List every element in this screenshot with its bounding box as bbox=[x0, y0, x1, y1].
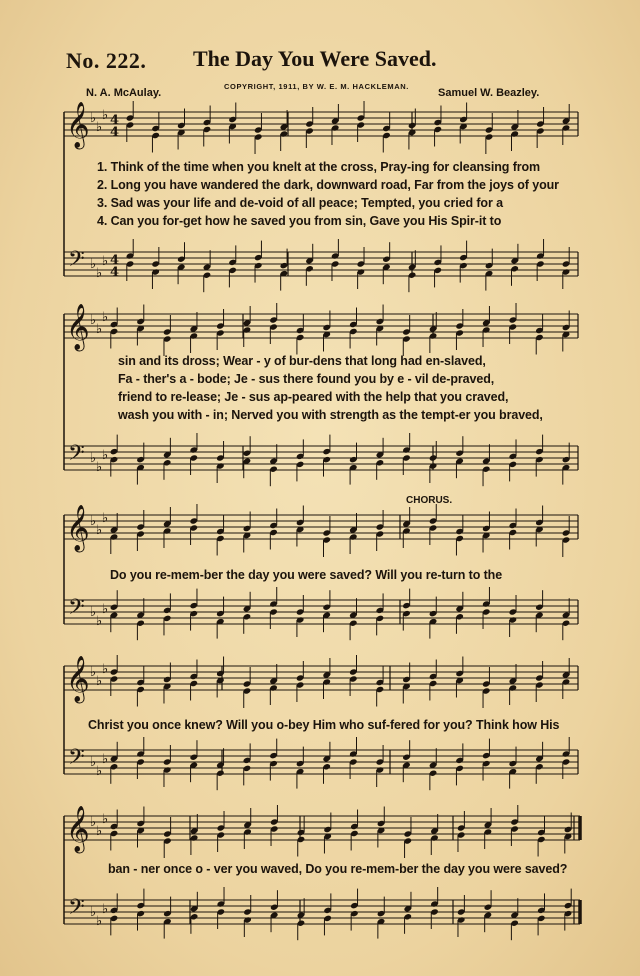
treble-clef: 𝄞 bbox=[66, 505, 90, 551]
flat-sign: ♭ bbox=[102, 662, 109, 677]
flat-sign: ♭ bbox=[102, 812, 109, 827]
flat-sign: ♭ bbox=[90, 257, 97, 272]
treble-clef: 𝄞 bbox=[66, 304, 90, 350]
flat-sign: ♭ bbox=[96, 914, 103, 929]
flat-sign: ♭ bbox=[96, 764, 103, 779]
chorus-label: CHORUS. bbox=[406, 495, 453, 506]
flat-sign: ♭ bbox=[102, 602, 109, 617]
verse-3-line-1: 3. Sad was your life and de-void of all peace; Tempted, you cried for a bbox=[97, 196, 503, 210]
bass-clef: 𝄢 bbox=[68, 745, 85, 775]
composer-credit: Samuel W. Beazley. bbox=[438, 87, 540, 99]
flat-sign: ♭ bbox=[90, 313, 97, 328]
flat-sign: ♭ bbox=[96, 824, 103, 839]
copyright-notice: COPYRIGHT, 1911, BY W. E. M. HACKLEMAN. bbox=[224, 82, 409, 91]
hymn-number: No. 222. bbox=[66, 48, 147, 73]
verse-4-line-1: 4. Can you for-get how he saved you from sin, Gave you His Spir-it to bbox=[97, 214, 502, 228]
flat-sign: ♭ bbox=[90, 665, 97, 680]
verse-1-line-1: 1. Think of the time when you knelt at the cross, Pray-ing for cleansing from bbox=[97, 160, 541, 174]
lyricist-credit: N. A. McAulay. bbox=[86, 87, 162, 99]
time-sig: 4 bbox=[110, 253, 120, 268]
flat-sign: ♭ bbox=[96, 266, 103, 281]
flat-sign: ♭ bbox=[96, 120, 103, 135]
bass-clef: 𝄢 bbox=[68, 441, 85, 471]
flat-sign: ♭ bbox=[102, 254, 109, 269]
flat-sign: ♭ bbox=[96, 460, 103, 475]
time-sig: 4 bbox=[110, 125, 120, 140]
bass-clef: 𝄢 bbox=[68, 247, 85, 277]
flat-sign: ♭ bbox=[102, 902, 109, 917]
verse-2-line-2: Fa - ther's a - bode; Je - sus there found you by e - vil de-praved, bbox=[118, 372, 495, 386]
hymn-title: The Day You Were Saved. bbox=[193, 46, 437, 71]
flat-sign: ♭ bbox=[102, 511, 109, 526]
time-sig: 4 bbox=[110, 265, 120, 280]
treble-clef: 𝄞 bbox=[66, 102, 90, 148]
chorus-line-3: ban - ner once o - ver you waved, Do you re-mem-ber the day you were saved? bbox=[108, 862, 568, 876]
verse-4-line-2: wash you with - in; Nerved you with strength as the tempt-er you braved, bbox=[118, 408, 543, 422]
chorus-line-1: Do you re-mem-ber the day you were saved? Will you re-turn to the bbox=[110, 568, 503, 582]
chorus-line-2: Christ you once knew? Will you o-bey Him who suf-fered for you? Think how His bbox=[88, 718, 560, 732]
flat-sign: ♭ bbox=[90, 905, 97, 920]
flat-sign: ♭ bbox=[90, 755, 97, 770]
flat-sign: ♭ bbox=[96, 523, 103, 538]
flat-sign: ♭ bbox=[96, 674, 103, 689]
flat-sign: ♭ bbox=[96, 614, 103, 629]
flat-sign: ♭ bbox=[102, 752, 109, 767]
flat-sign: ♭ bbox=[96, 322, 103, 337]
flat-sign: ♭ bbox=[102, 448, 109, 463]
flat-sign: ♭ bbox=[102, 310, 109, 325]
verse-3-line-2: friend to re-lease; Je - sus ap-peared with the help that you craved, bbox=[118, 390, 509, 404]
flat-sign: ♭ bbox=[90, 111, 97, 126]
flat-sign: ♭ bbox=[90, 451, 97, 466]
treble-clef: 𝄞 bbox=[66, 806, 90, 852]
bass-clef: 𝄢 bbox=[68, 595, 85, 625]
flat-sign: ♭ bbox=[90, 514, 97, 529]
verse-2-line-1: 2. Long you have wandered the dark, downward road, Far from the joys of your bbox=[97, 178, 559, 192]
time-sig: 4 bbox=[110, 113, 120, 128]
flat-sign: ♭ bbox=[90, 815, 97, 830]
flat-sign: ♭ bbox=[90, 605, 97, 620]
verse-1-line-2: sin and its dross; Wear - y of bur-dens that long had en-slaved, bbox=[118, 354, 486, 368]
bass-clef: 𝄢 bbox=[68, 895, 85, 925]
treble-clef: 𝄞 bbox=[66, 656, 90, 702]
flat-sign: ♭ bbox=[102, 108, 109, 123]
